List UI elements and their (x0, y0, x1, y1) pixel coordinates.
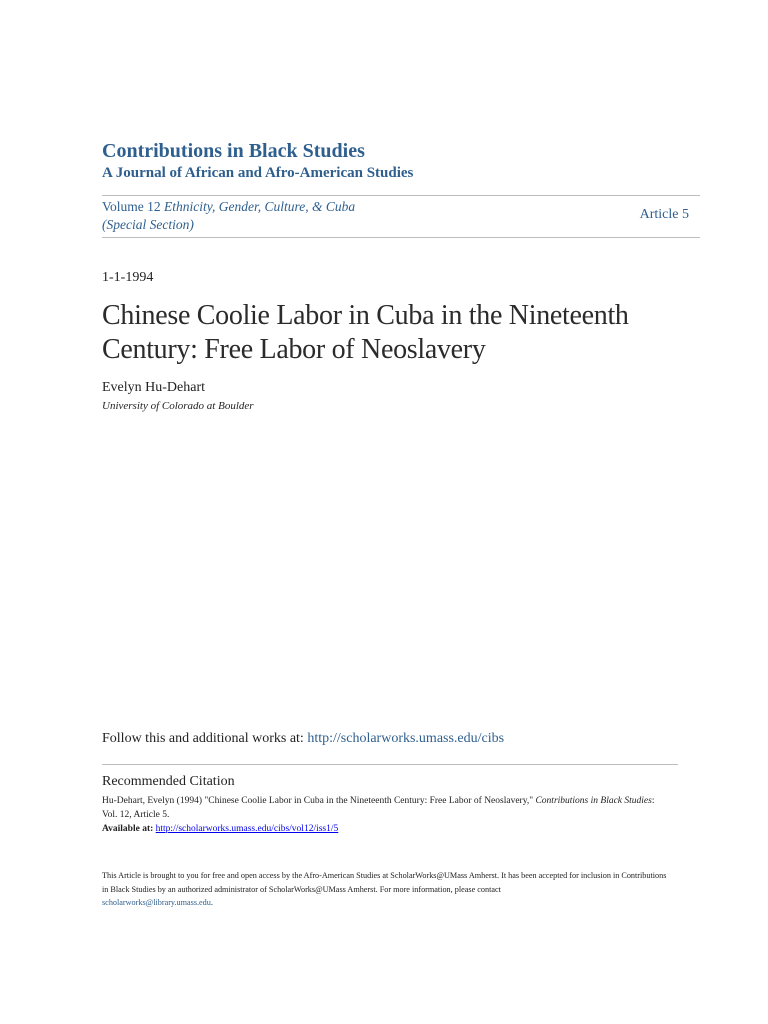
divider-bottom (102, 237, 700, 238)
author-name: Evelyn Hu-Dehart (102, 380, 206, 395)
citation-part2: : Vol. 12, Article 5. (102, 796, 655, 820)
issue-title-line2: (Special Section) (102, 217, 194, 232)
collection-link[interactable]: http://scholarworks.umass.edu/cibs (307, 731, 505, 746)
contact-email-link[interactable]: scholarworks@library.umass.edu (102, 898, 211, 907)
journal-subtitle[interactable]: A Journal of African and Afro-American Studies (102, 165, 414, 181)
citation-text (102, 795, 672, 822)
follow-text: Follow this and additional works at: (102, 731, 304, 746)
follow-line (102, 731, 504, 747)
notice-text: This Article is brought to you for free and open access by the Afro-American Studies at ScholarWorks@UMass Amherst. It has been accepted for inclusion in Contributions in Black Studies by an authorized administrator of ScholarWorks@UMass Amherst. For more information, please contact (102, 871, 667, 894)
available-label: Available at: (102, 824, 154, 834)
volume-label: Volume 12 (102, 199, 161, 214)
citation-journal: Contributions in Black Studies (535, 796, 652, 806)
access-notice (102, 869, 672, 910)
divider-top (102, 195, 700, 196)
author-affiliation: University of Colorado at Boulder (102, 400, 254, 412)
publication-date: 1-1-1994 (102, 270, 154, 285)
recommended-citation-heading: Recommended Citation (102, 774, 235, 789)
article-link[interactable]: http://scholarworks.umass.edu/cibs/vol12/iss1/5 (155, 824, 339, 834)
citation-part1: Hu-Dehart, Evelyn (1994) "Chinese Coolie Labor in Cuba in the Nineteenth Century: Free Labor of Neoslavery," (102, 796, 534, 806)
divider-citation (102, 764, 678, 765)
article-number[interactable]: Article 5 (639, 207, 689, 222)
article-title: Chinese Coolie Labor in Cuba in the Nineteenth Century: Free Labor of Neoslavery (102, 300, 629, 365)
issue-title-line1: Ethnicity, Gender, Culture, & Cuba (164, 199, 356, 214)
issue-info[interactable] (102, 198, 372, 234)
journal-title[interactable]: Contributions in Black Studies (102, 140, 365, 162)
available-at (102, 824, 338, 834)
notice-end: . (210, 898, 213, 907)
